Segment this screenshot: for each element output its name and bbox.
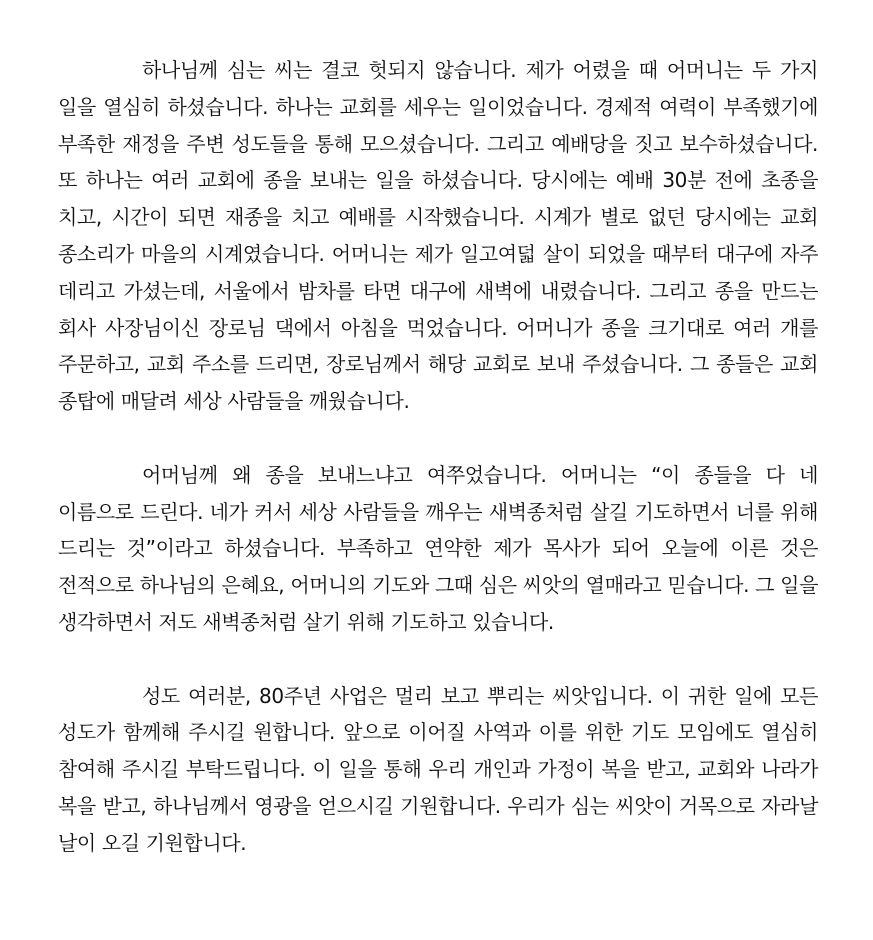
paragraph-80th-anniversary: 성도 여러분, 80주년 사업은 멀리 보고 뿌리는 씨앗입니다. 이 귀한 일에 모든 성도가 함께해 주시길 원합니다. 앞으로 이어질 사역과 이를 위한 기도 모임에도 열심히 참여해 주시길 부탁드립니다. 이 일을 통해 우리 개인과 가정이 복을 받고, 교회와 나라가 복을 받고, 하나님께서 영광을 얻으시길 기원합니다. 우리가 심는 씨앗이 거목으로 자라날 날이 오길 기원합니다. <box>58 683 818 855</box>
paragraph-seed-and-bells: 하나님께 심는 씨는 결코 헛되지 않습니다. 제가 어렸을 때 어머니는 두 가지 일을 열심히 하셨습니다. 하나는 교회를 세우는 일이었습니다. 경제적 여력이 부족했기에 부족한 재정을 주변 성도들을 통해 모으셨습니다. 그리고 예배당을 짓고 보수하셨습니다. 또 하나는 여러 교회에 종을 보내는 일을 하셨습니다. 당시에는 예배 30분 전에 초종을 치고, 시간이 되면 재종을 치고 예배를 시작했습니다. 시계가 별로 없던 당시에는 교회 종소리가 마을의 시계였습니다. 어머니는 제가 일고여덟 살이 되었을 때부터 대구에 자주 데리고 가셨는데, 서울에서 밤차를 타면 대구에 새벽에 내렸습니다. 그리고 종을 만드는 회사 사장님이신 장로님 댁에서 아침을 먹었습니다. 어머니가 종을 크기대로 여러 개를 주문하고, 교회 주소를 드리면, 장로님께서 해당 교회로 보내 주셨습니다. 그 종들은 교회 종탑에 매달려 세상 사람들을 깨웠습니다. <box>58 58 818 414</box>
document-body <box>58 52 818 862</box>
paragraph-mothers-prayer: 어머님께 왜 종을 보내느냐고 여쭈었습니다. 어머니는 “이 종들을 다 네 이름으로 드린다. 네가 커서 세상 사람들을 깨우는 새벽종처럼 살길 기도하면서 너를 위해 드리는 것”이라고 하셨습니다. 부족하고 연약한 제가 목사가 되어 오늘에 이른 것은 전적으로 하나님의 은혜요, 어머니의 기도와 그때 심은 씨앗의 열매라고 믿습니다. 그 일을 생각하면서 저도 새벽종처럼 살기 위해 기도하고 있습니다. <box>58 462 818 634</box>
